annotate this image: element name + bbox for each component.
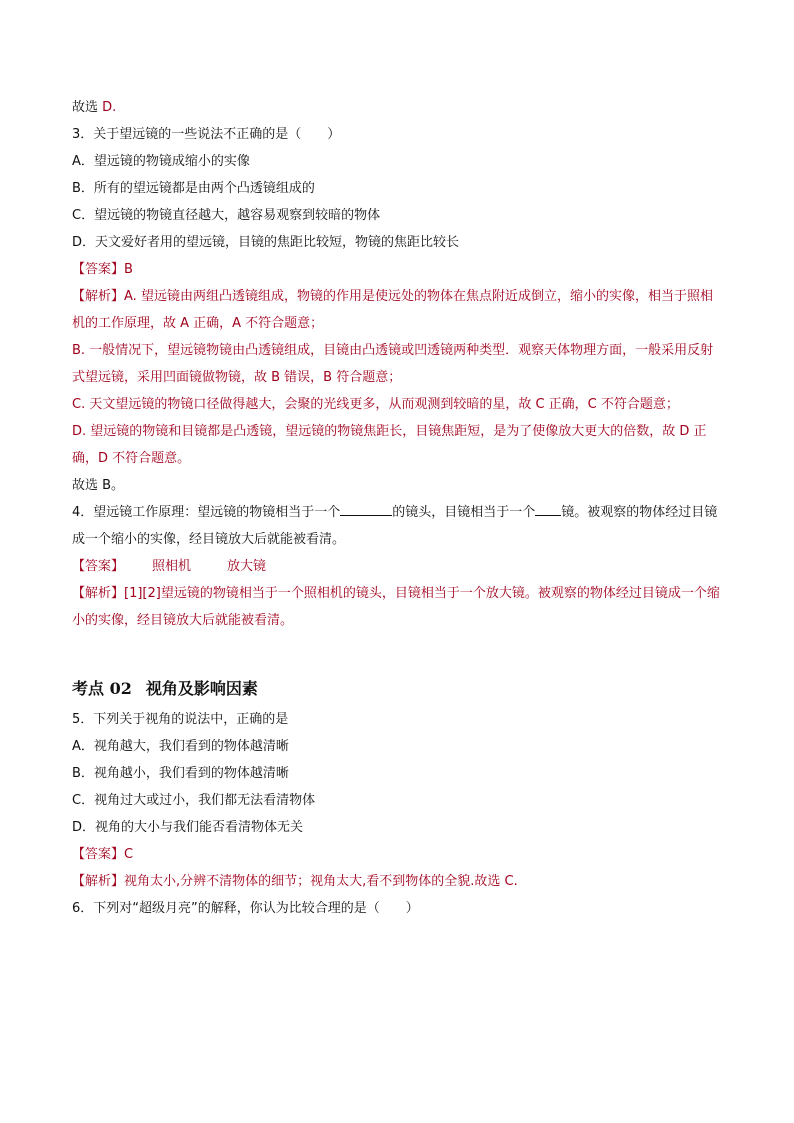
analysis-tag: 【解析】 bbox=[72, 586, 125, 601]
fill-blank-1 bbox=[340, 501, 392, 516]
fill-blank-2 bbox=[535, 501, 561, 516]
q5-analysis: 【解析】视角太小,分辨不清物体的细节；视角太大,看不到物体的全貌.故选 C. bbox=[72, 874, 518, 889]
q3-option-b: B．所有的望远镜都是由两个凸透镜组成的 bbox=[72, 181, 315, 196]
q4-answer-2: 放大镜 bbox=[227, 559, 267, 574]
q3-option-a: A．望远镜的物镜成缩小的实像 bbox=[72, 154, 250, 169]
q3-answer: 【答案】B bbox=[72, 262, 133, 277]
q5-question: 5．下列关于视角的说法中，正确的是 bbox=[72, 712, 289, 727]
q5-option-a: A．视角越大，我们看到的物体越清晰 bbox=[72, 739, 289, 754]
analysis-tag: 【解析】 bbox=[72, 874, 125, 889]
answer-tag: 【答案】 bbox=[72, 847, 125, 862]
q3-analysis-d: D. 望远镜的物镜和目镜都是凸透镜，望远镜的物镜焦距长，目镜焦距短，是为了使像放大更大的倍数，故 D 正确，D 不符合题意。 bbox=[72, 424, 707, 466]
q4-answer-1: 照相机 bbox=[152, 559, 192, 574]
q4-question: 4．望远镜工作原理：望远镜的物镜相当于一个 的镜头，目镜相当于一个 镜。被观察的物体经过目镜成一个缩小的实像，经目镜放大后就能被看清。 bbox=[72, 499, 722, 553]
q3-analysis-a: 【解析】A. 望远镜由两组凸透镜组成，物镜的作用是使远处的物体在焦点附近成倒立，缩小的实像，相当于照相机的工作原理，故 A 正确，A 不符合题意； bbox=[72, 289, 713, 331]
q5-answer: 【答案】C bbox=[72, 847, 134, 862]
q5-option-c: C．视角过大或过小，我们都无法看清物体 bbox=[72, 793, 316, 808]
q3-analysis-c: C. 天文望远镜的物镜口径做得越大，会聚的光线更多，从而观测到较暗的星，故 C 正确，C 不符合题意； bbox=[72, 397, 679, 412]
q3-conclusion: 故选 B。 bbox=[72, 478, 125, 493]
q4-analysis: 【解析】[1][2]望远镜的物镜相当于一个照相机的镜头，目镜相当于一个放大镜。被观察的物体经过目镜成一个缩小的实像，经目镜放大后就能被看清。 bbox=[72, 586, 720, 628]
section-number: 考点 02 bbox=[72, 679, 132, 698]
analysis-tag: 【解析】 bbox=[72, 289, 125, 304]
section-title: 视角及影响因素 bbox=[145, 679, 258, 698]
q5-option-d: D．视角的大小与我们能否看清物体无关 bbox=[72, 820, 304, 835]
answer-tag: 【答案】 bbox=[72, 559, 125, 574]
q2-answer: D. bbox=[102, 100, 117, 115]
q5-option-b: B．视角越小，我们看到的物体越清晰 bbox=[72, 766, 289, 781]
q2-conclusion: 故选 D. bbox=[72, 100, 117, 115]
q6-question: 6．下列对“超级月亮”的解释，你认为比较合理的是（ ） bbox=[72, 901, 419, 916]
q3-question: 3．关于望远镜的一些说法不正确的是（ ） bbox=[72, 127, 341, 142]
answer-tag: 【答案】 bbox=[72, 262, 125, 277]
q3-option-c: C．望远镜的物镜直径越大，越容易观察到较暗的物体 bbox=[72, 208, 381, 223]
worksheet-page bbox=[72, 94, 722, 922]
q4-answer bbox=[72, 553, 722, 580]
q3-analysis-b: B. 一般情况下，望远镜物镜由凸透镜组成，目镜由凸透镜或凹透镜两种类型．观察天体物理方面，一般采用反射式望远镜，采用凹面镜做物镜，故 B 错误，B 符合题意； bbox=[72, 343, 714, 385]
section-heading bbox=[72, 674, 722, 704]
q3-option-d: D．天文爱好者用的望远镜，目镜的焦距比较短，物镜的焦距比较长 bbox=[72, 235, 460, 250]
